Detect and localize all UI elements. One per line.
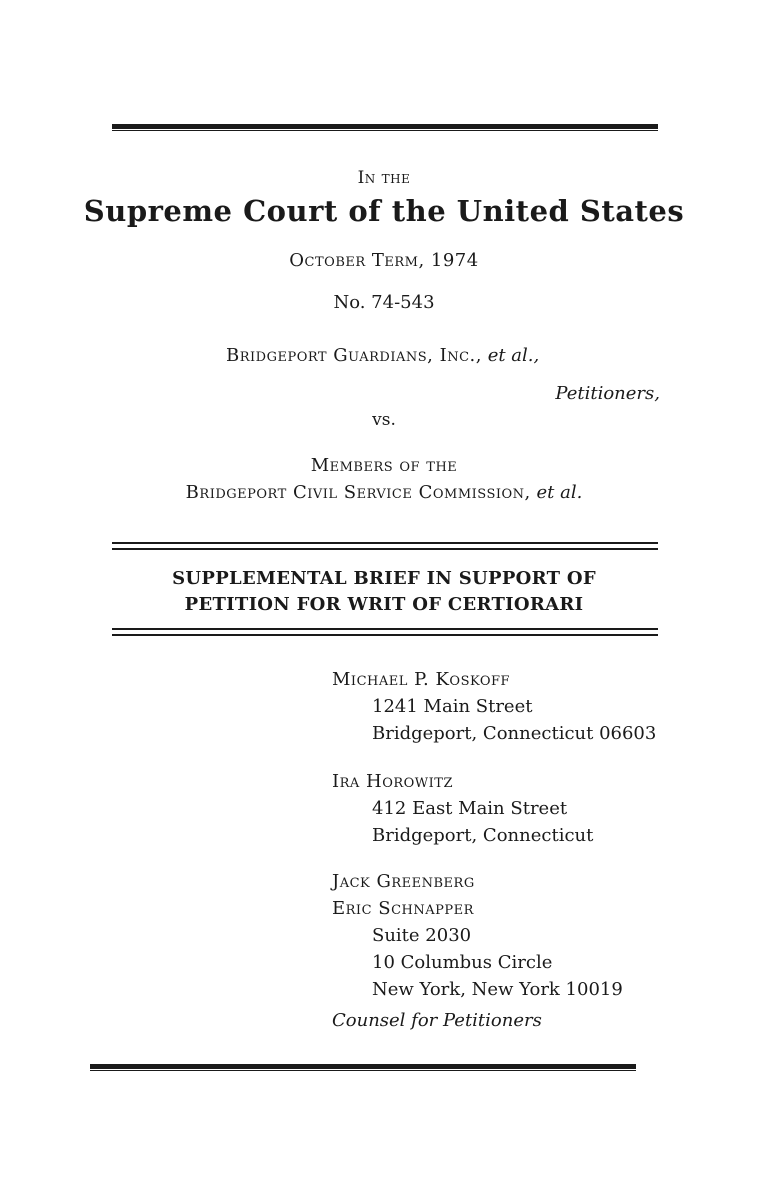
respondents-line-1: Members of the — [310, 455, 458, 476]
brief-title — [0, 566, 768, 618]
counsel-address-line: 1241 Main Street — [372, 696, 533, 717]
counsel-address-line: 10 Columbus Circle — [372, 952, 553, 973]
term-label: October Term, 1974 — [289, 250, 479, 271]
court-title: Supreme Court of the United States — [83, 194, 685, 228]
counsel-address-line: New York, New York 10019 — [372, 979, 623, 1000]
versus-label: vs. — [372, 410, 396, 430]
counsel-name: Ira Horowitz — [332, 771, 454, 792]
respondents-name: Bridgeport Civil Service Commission, — [185, 482, 531, 503]
respondents-line-2 — [0, 482, 768, 503]
bottom-rule — [90, 1064, 636, 1069]
respondents-etal: et al. — [536, 482, 583, 503]
docket-number: No. 74-543 — [333, 292, 435, 313]
petitioners-line — [226, 345, 539, 366]
counsel-block-horowitz — [332, 768, 593, 849]
counsel-for-label: Counsel for Petitioners — [332, 1010, 542, 1031]
title-top-rule — [112, 542, 658, 546]
petitioners-role: Petitioners, — [555, 383, 660, 404]
counsel-block-koskoff — [332, 666, 656, 747]
title-bottom-rule — [112, 628, 658, 632]
petitioners-etal: et al., — [487, 345, 540, 366]
counsel-address-line: Bridgeport, Connecticut 06603 — [372, 723, 657, 744]
in-the-label: In the — [357, 168, 411, 188]
brief-title-line-2: PETITION FOR WRIT OF CERTIORARI — [184, 594, 584, 615]
counsel-name: Eric Schnapper — [332, 898, 474, 919]
counsel-address-line: Suite 2030 — [372, 925, 472, 946]
counsel-name: Michael P. Koskoff — [332, 669, 511, 690]
counsel-address-line: 412 East Main Street — [372, 798, 568, 819]
counsel-address-line: Bridgeport, Connecticut — [372, 825, 594, 846]
counsel-name: Jack Greenberg — [332, 871, 475, 892]
petitioners-name: Bridgeport Guardians, Inc., — [226, 345, 482, 366]
top-rule — [112, 124, 658, 129]
counsel-block-greenberg-schnapper — [332, 868, 623, 1003]
brief-title-line-1: SUPPLEMENTAL BRIEF IN SUPPORT OF — [172, 568, 596, 589]
